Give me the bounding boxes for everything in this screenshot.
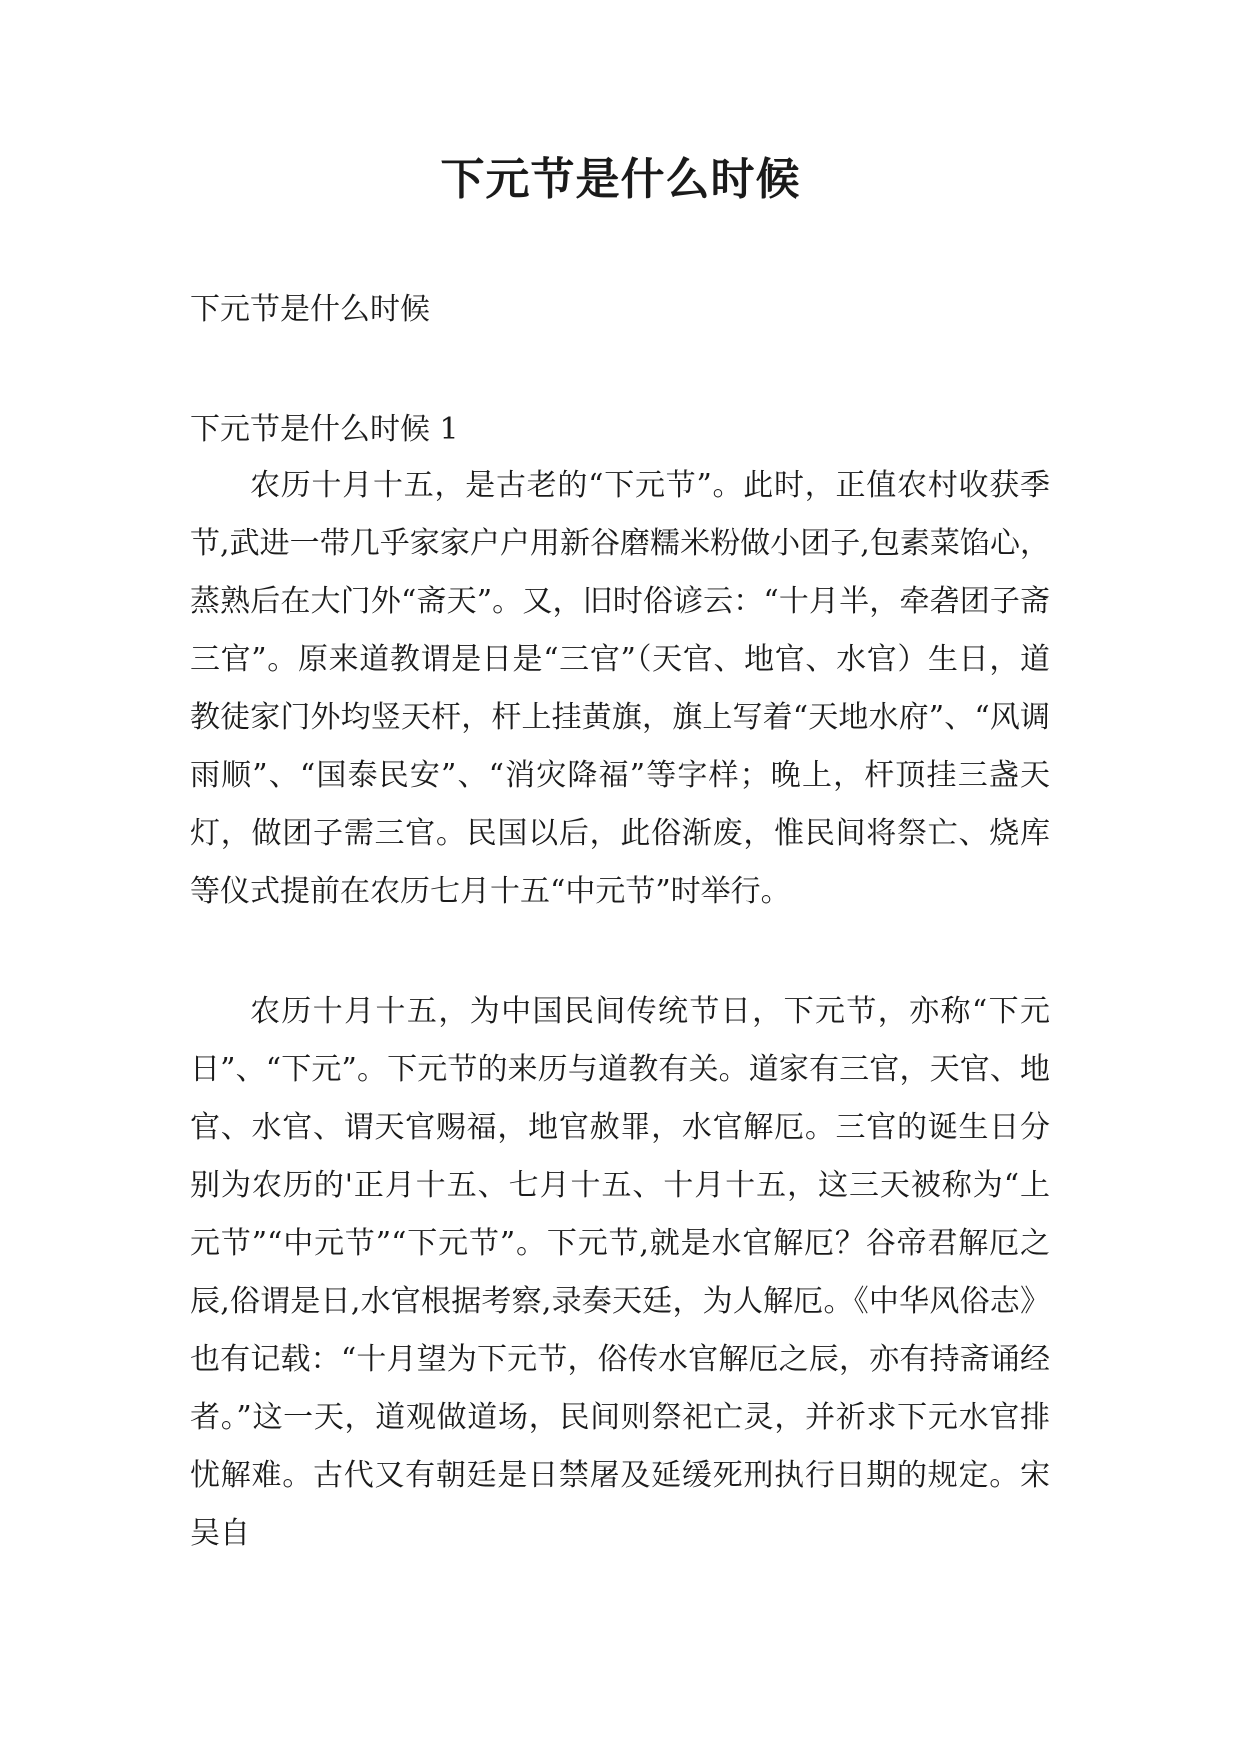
paragraph-1: 农历十月十五，是古老的“下元节”。此时，正值农村收获季节,武进一带几乎家家户户用新谷磨糯米粉做小团子,包素菜馅心，蒸熟后在大门外“斋天”。又，旧时俗谚云：“十月半，牵砻团子斋三官”。原来道教谓是日是“三官”（天官、地官、水官）生日，道教徒家门外均竖天杆，杆上挂黄旗，旗上写着“天地水府”、“风调雨顺”、“国泰民安”、“消灾降福”等字样；晚上，杆顶挂三盏天灯，做团子需三官。民国以后，此俗渐废，惟民间将祭亡、烧库等仪式提前在农历七月十五“中元节”时举行。 <box>190 468 1050 909</box>
document-title: 下元节是什么时候 <box>440 154 801 205</box>
paragraph-2: 农历十月十五，为中国民间传统节日，下元节，亦称“下元日”、“下元”。下元节的来历与道教有关。道家有三官，天官、地官、水官、谓天官赐福，地官赦罪，水官解厄。三官的诞生日分别为农历的'正月十五、七月十五、十月十五，这三天被称为“上元节”“中元节”“下元节”。下元节,就是水官解厄？谷帝君解厄之辰,俗谓是日,水官根据考察,录奏天廷，为人解厄。《中华风俗志》也有记载：“十月望为下元节，俗传水官解厄之辰，亦有持斋诵经者。”这一天，道观做道场，民间则祭祀亡灵，并祈求下元水官排忧解难。古代又有朝廷是日禁屠及延缓死刑执行日期的规定。宋吴自 <box>190 994 1050 1551</box>
section-heading: 下元节是什么时候 1 <box>190 412 459 447</box>
document-subtitle: 下元节是什么时候 <box>190 292 430 327</box>
